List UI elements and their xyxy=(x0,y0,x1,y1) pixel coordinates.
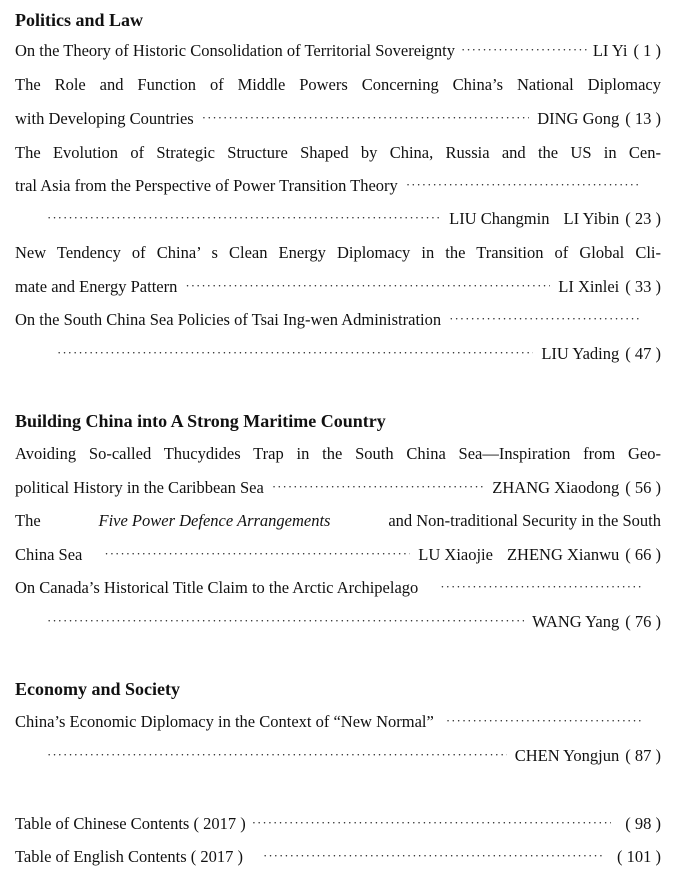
toc-entry-english-contents[interactable] xyxy=(15,846,661,868)
entry-author: LI Xinlei xyxy=(558,277,620,296)
dot-leader xyxy=(202,107,529,129)
toc-entry-chinese-contents[interactable] xyxy=(15,813,661,835)
dot-leader xyxy=(47,744,507,766)
toc-entry-5-line-2[interactable] xyxy=(57,343,661,365)
entry-page: ( 47 ) xyxy=(625,344,661,363)
dot-leader xyxy=(440,576,641,598)
toc-entry-6-line-1[interactable] xyxy=(15,443,661,465)
entry-authors xyxy=(418,544,619,566)
entry-title: Table of English Contents ( 2017 ) xyxy=(15,847,243,866)
toc-entry-3-line-2[interactable] xyxy=(15,175,661,197)
entry-page: ( 87 ) xyxy=(625,746,661,765)
entry-page: ( 13 ) xyxy=(625,109,661,128)
entry-authors xyxy=(449,208,619,230)
entry-page: ( 98 ) xyxy=(625,814,661,833)
entry-page: ( 1 ) xyxy=(633,41,661,60)
entry-title: The Role and Function of Middle Powers Concerning China’s National Diplomacy xyxy=(15,75,661,94)
section-heading-economy-and-society: Economy and Society xyxy=(15,679,181,699)
entry-author: LIU Yading xyxy=(541,344,620,363)
toc-entry-8-line-2[interactable] xyxy=(47,611,661,633)
toc-entry-9-line-1[interactable] xyxy=(15,711,661,733)
toc-entry-4-line-1[interactable] xyxy=(15,242,661,264)
dot-leader xyxy=(461,39,587,61)
entry-author: LIU Changmin xyxy=(449,209,550,228)
toc-entry-7-line-1[interactable] xyxy=(15,510,661,532)
entry-page: ( 76 ) xyxy=(625,612,661,631)
entry-title-prefix: The xyxy=(15,511,41,530)
toc-entry-3-line-1[interactable] xyxy=(15,142,661,164)
entry-title-continued: mate and Energy Pattern xyxy=(15,277,178,296)
toc-entry-5-line-1[interactable] xyxy=(15,309,661,331)
toc-entry-2-line-1[interactable] xyxy=(15,74,661,96)
entry-author: LI Yi xyxy=(592,41,628,60)
dot-leader xyxy=(446,710,641,732)
toc-entry-3-line-3[interactable] xyxy=(47,208,661,230)
dot-leader xyxy=(185,275,550,297)
dot-leader xyxy=(449,308,641,330)
entry-page: ( 101 ) xyxy=(617,847,661,866)
toc-entry-6-line-2[interactable] xyxy=(15,477,661,499)
dot-leader xyxy=(272,476,484,498)
toc-entry-8-line-1[interactable] xyxy=(15,577,661,599)
toc-entry-4-line-2[interactable] xyxy=(15,276,661,298)
entry-author-2: ZHENG Xianwu xyxy=(506,545,620,564)
entry-page: ( 23 ) xyxy=(625,209,661,228)
entry-title-continued: political History in the Caribbean Sea xyxy=(15,478,264,497)
dot-leader xyxy=(406,174,641,196)
entry-title: Avoiding So-called Thucydides Trap in the South China Sea—Inspiration from Geo- xyxy=(15,444,661,463)
section-heading-politics-and-law: Politics and Law xyxy=(15,10,144,30)
entry-title-continued: China Sea xyxy=(15,545,83,564)
entry-page: ( 66 ) xyxy=(625,545,661,564)
entry-title-continued: tral Asia from the Perspective of Power Transition Theory xyxy=(15,176,398,195)
entry-title: On the Theory of Historic Consolidation of Territorial Sovereignty xyxy=(15,41,455,60)
entry-author: ZHANG Xiaodong xyxy=(492,478,620,497)
toc-entry-7-line-2[interactable] xyxy=(15,544,661,566)
entry-page: ( 33 ) xyxy=(625,277,661,296)
toc-entry-9-line-2[interactable] xyxy=(47,745,661,767)
entry-title: New Tendency of China’ s Clean Energy Diplomacy in the Transition of Global Cli- xyxy=(15,243,661,262)
entry-author: LU Xiaojie xyxy=(418,545,493,564)
entry-title: On Canada’s Historical Title Claim to the Arctic Archipelago xyxy=(15,578,419,597)
entry-author: DING Gong xyxy=(537,109,620,128)
dot-leader xyxy=(104,543,410,565)
toc-entry-2-line-2[interactable] xyxy=(15,108,661,130)
entry-author-2: LI Yibin xyxy=(563,209,620,228)
entry-author: CHEN Yongjun xyxy=(514,746,620,765)
toc-entry-1[interactable] xyxy=(15,40,661,62)
entry-title-continued: with Developing Countries xyxy=(15,109,194,128)
section-heading-maritime: Building China into A Strong Maritime Country xyxy=(15,411,386,431)
entry-title: China’s Economic Diplomacy in the Context of “New Normal” xyxy=(15,712,434,731)
entry-title: On the South China Sea Policies of Tsai Ing-wen Administration xyxy=(15,310,442,329)
dot-leader xyxy=(263,845,603,867)
entry-title: The Evolution of Strategic Structure Shaped by China, Russia and the US in Cen- xyxy=(15,143,661,162)
entry-title-italic: Five Power Defence Arrangements xyxy=(98,511,331,530)
entry-title: Table of Chinese Contents ( 2017 ) xyxy=(15,814,246,833)
dot-leader xyxy=(47,610,524,632)
entry-author: WANG Yang xyxy=(532,612,620,631)
dot-leader xyxy=(47,207,441,229)
entry-title-suffix: and Non-traditional Security in the South xyxy=(388,511,661,530)
dot-leader xyxy=(252,812,612,834)
dot-leader xyxy=(57,342,533,364)
entry-page: ( 56 ) xyxy=(625,478,661,497)
